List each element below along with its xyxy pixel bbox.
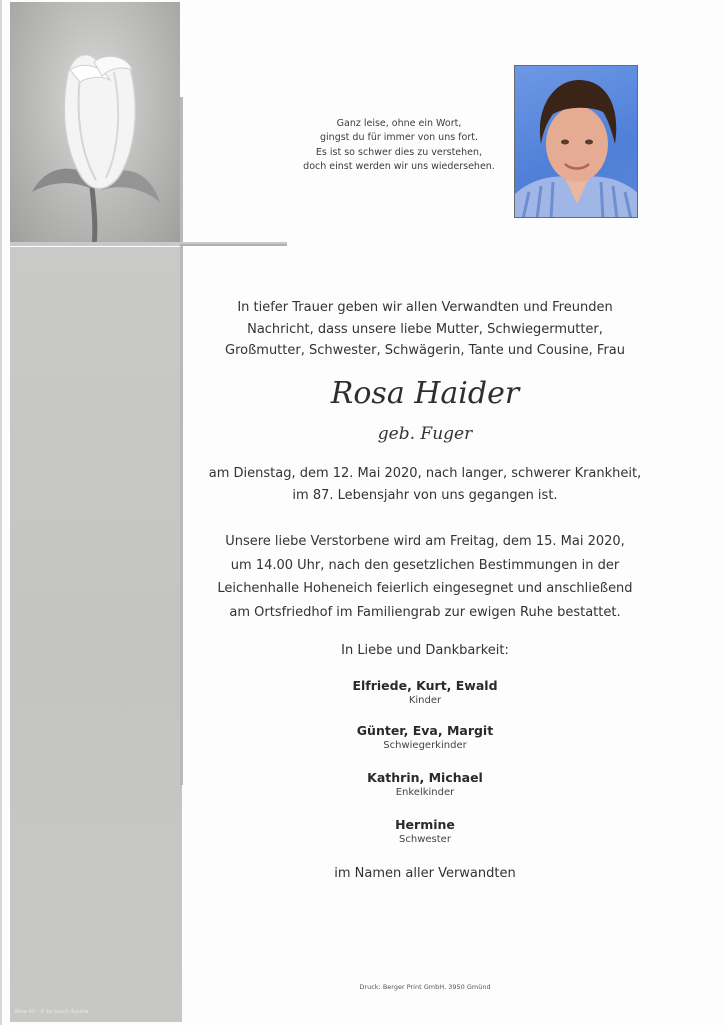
family-group — [185, 722, 665, 752]
poem-line: gingst du für immer von uns fort. — [320, 132, 478, 144]
family-relation: Enkelkinder — [395, 787, 455, 798]
family-group — [185, 816, 665, 846]
thanks-line: In Liebe und Dankbarkeit: — [341, 643, 509, 658]
funeral-line: um 14.00 Uhr, nach den gesetzlichen Bestimmungen in der — [230, 557, 620, 573]
funeral-line: Leichenhalle Hoheneich feierlich eingesegnet und anschließend — [217, 581, 633, 597]
poem-line: doch einst werden wir uns wiedersehen. — [303, 160, 495, 172]
family-relation: Schwiegerkinder — [383, 740, 467, 751]
family-names: Kathrin, Michael — [367, 770, 483, 785]
poem — [290, 117, 508, 174]
family-relation: Kinder — [408, 695, 442, 706]
family-names: Elfriede, Kurt, Ewald — [352, 678, 498, 693]
intro-line: In tiefer Trauer geben wir allen Verwandten und Freunden — [237, 300, 613, 315]
portrait-photo — [514, 65, 638, 218]
intro-line: Großmutter, Schwester, Schwägerin, Tante und Cousine, Frau — [225, 343, 625, 359]
funeral-line: Unsere liebe Verstorbene wird am Freitag, dem 15. Mai 2020, — [225, 534, 625, 549]
image-credit: Rose 40 - © by Leach Austria — [15, 1009, 89, 1015]
deceased-name: Rosa Haider — [330, 376, 520, 411]
intro-line: Nachricht, dass unsere liebe Mutter, Schwiegermutter, — [247, 321, 603, 337]
family-names: Hermine — [395, 817, 455, 832]
family-relation: Schwester — [399, 834, 451, 845]
printer-credit: Druck: Berger Print GmbH, 3950 Gmünd — [359, 983, 491, 991]
horizontal-rule-accent — [180, 244, 287, 246]
poem-line: Es ist so schwer dies zu verstehen, — [315, 146, 483, 158]
vertical-rule — [180, 97, 183, 785]
death-notice-line: im 87. Lebensjahr von uns gegangen ist. — [292, 487, 558, 503]
announcement-intro — [185, 297, 665, 362]
funeral-details — [185, 530, 665, 624]
decorative-side-band — [10, 247, 182, 1022]
rose-icon — [10, 2, 180, 246]
poem-line: Ganz leise, ohne ein Wort, — [336, 118, 462, 129]
birth-name: geb. Fuger — [377, 424, 473, 444]
white-rose-image — [10, 2, 180, 246]
family-group — [185, 769, 665, 799]
portrait-icon — [515, 66, 638, 218]
family-group — [185, 677, 665, 707]
death-notice — [185, 463, 665, 506]
funeral-line: am Ortsfriedhof im Familiengrab zur ewigen Ruhe bestattet. — [229, 604, 621, 620]
family-names: Günter, Eva, Margit — [356, 723, 494, 738]
death-notice-line: am Dienstag, dem 12. Mai 2020, nach langer, schwerer Krankheit, — [208, 466, 642, 481]
closing-line: im Namen aller Verwandten — [334, 866, 516, 881]
